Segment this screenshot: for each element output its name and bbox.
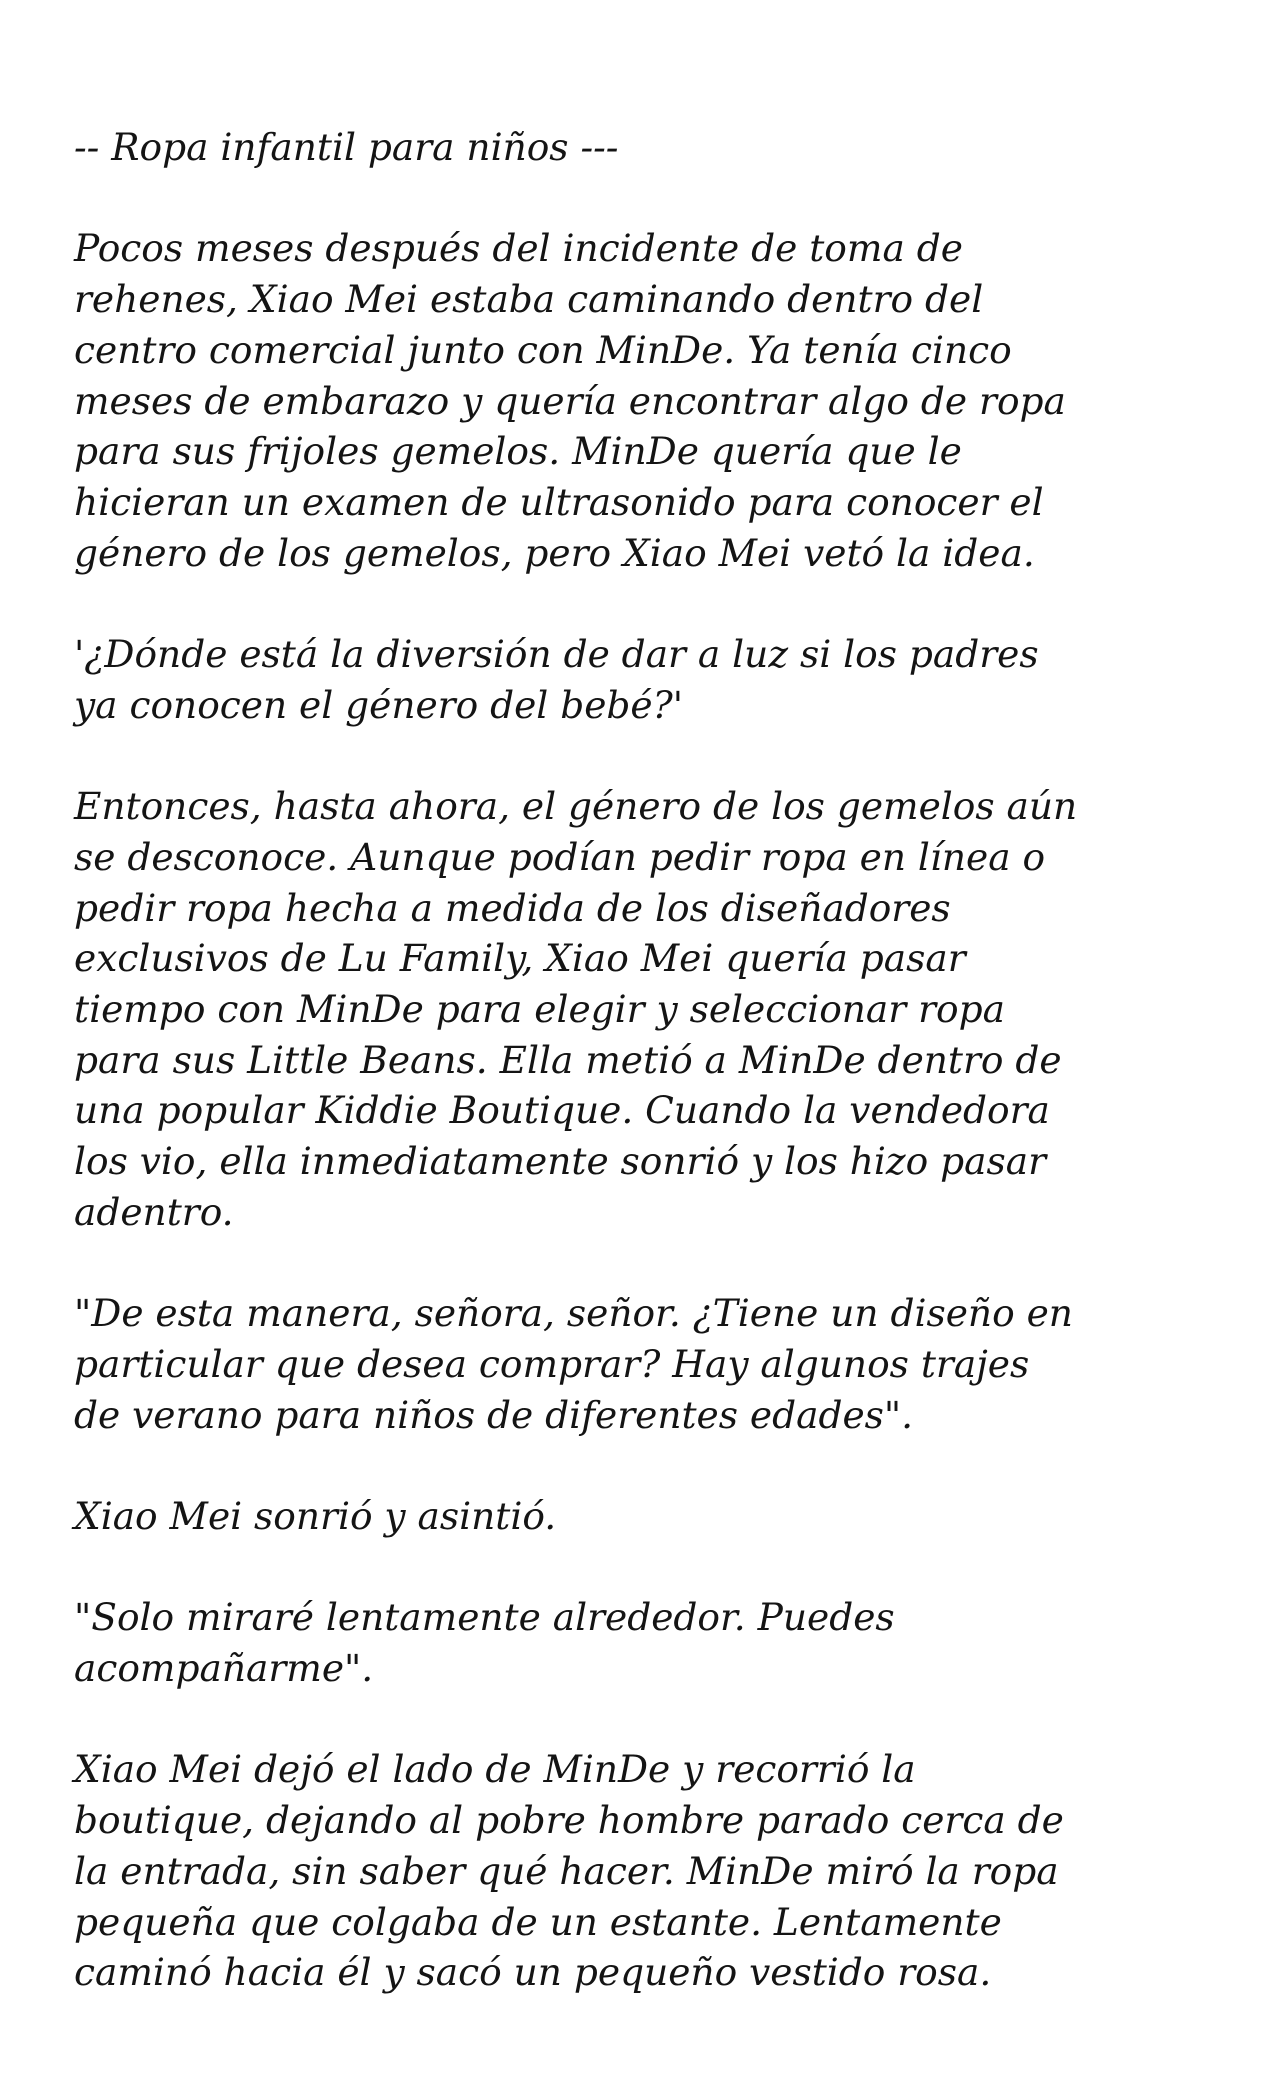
document-body: [74, 122, 1214, 1998]
paragraph: '¿Dónde está la diversión de dar a luz si los padres ya conocen el género del bebé?': [74, 632, 1039, 727]
paragraph: Xiao Mei sonrió y asintió.: [74, 1493, 557, 1538]
paragraph: Pocos meses después del incidente de toma de rehenes, Xiao Mei estaba caminando dentro del centro comercial junto con MinDe. Ya tenía cinco meses de embarazo y quería encontrar algo de ropa para sus frijoles gemelos. MinDe quería que le hicieran un examen de ultrasonido para conocer el género de los gemelos, pero Xiao Mei vetó la idea.: [74, 226, 1066, 575]
chapter-title: -- Ropa infantil para niños ---: [74, 125, 619, 169]
paragraph: Xiao Mei dejó el lado de MinDe y recorrió la boutique, dejando al pobre hombre parado cerca de la entrada, sin saber qué hacer. MinDe miró la ropa pequeña que colgaba de un estante. Lentamente caminó hacia él y sacó un pequeño vestido rosa.: [74, 1747, 1064, 1995]
paragraph: "De esta manera, señora, señor. ¿Tiene un diseño en particular que desea comprar? Hay algunos trajes de verano para niños de diferentes edades".: [74, 1291, 1073, 1437]
paragraph: "Solo miraré lentamente alrededor. Puedes acompañarme".: [74, 1595, 895, 1690]
paragraph: Entonces, hasta ahora, el género de los gemelos aún se desconoce. Aunque podían pedir ropa en línea o pedir ropa hecha a medida de los diseñadores exclusivos de Lu Family, Xiao Mei quería pasar tiempo con MinDe para elegir y seleccionar ropa para sus Little Beans. Ella metió a MinDe dentro de una popular Kiddie Boutique. Cuando la vendedora los vio, ella inmediatamente sonrió y los hizo pasar adentro.: [74, 784, 1078, 1234]
